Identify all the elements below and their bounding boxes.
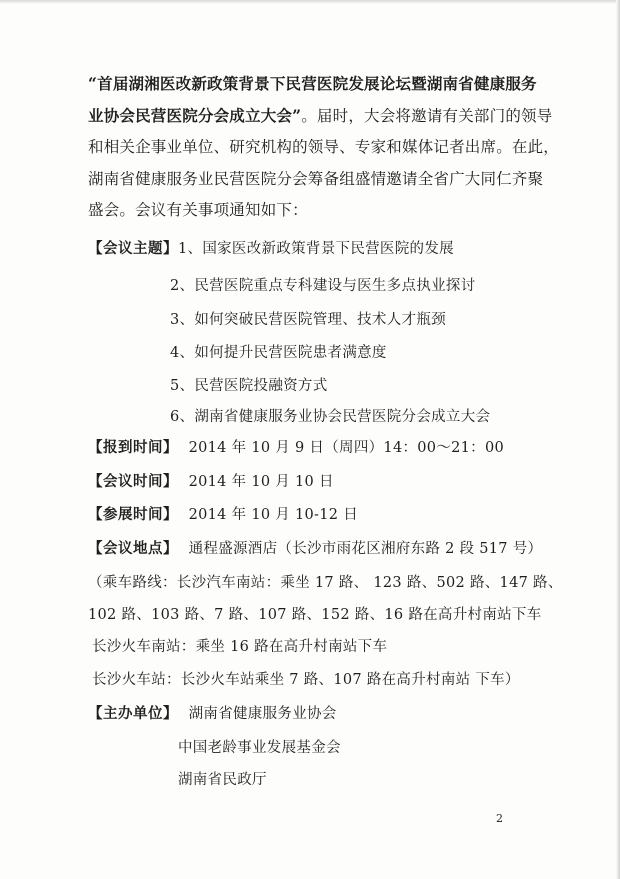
meeting-time-value: 2014 年 10 月 10 日	[188, 474, 334, 490]
theme-item: 3、如何突破民营医院管理、技术人才瓶颈	[170, 312, 446, 328]
scan-edge-right	[616, 0, 620, 879]
transport-line-4: 长沙火车站：长沙火车站乘坐 7 路、107 路在高升村南站 下车）	[92, 672, 520, 688]
theme-item: 6、湖南省健康服务业协会民营医院分会成立大会	[170, 409, 491, 425]
checkin-row	[88, 436, 504, 457]
organizer-item: 中国老龄事业发展基金会	[178, 740, 341, 756]
intro-line-2-rest: 。届时，大会将邀请有关部门的领导	[301, 106, 553, 125]
checkin-value: 2014 年 10 月 9 日（周四）14：00～21：00	[188, 440, 505, 456]
checkin-tag: 【报到时间】	[88, 439, 178, 456]
transport-line-3: 长沙火车南站：乘坐 16 路在高升村南站下车	[92, 639, 388, 655]
intro-line-2	[88, 100, 553, 133]
venue-tag: 【会议地点】	[88, 540, 178, 557]
organizer-item: 湖南省民政厅	[178, 772, 267, 788]
intro-line-3: 和相关企事业单位、研究机构的领导、专家和媒体记者出席。在此，	[88, 138, 560, 156]
venue-value: 通程盛源酒店（长沙市雨花区湘府东路 2 段 517 号）	[188, 541, 543, 557]
theme-row	[88, 237, 454, 258]
organizers-row	[88, 702, 337, 723]
intro-line-1: “首届湖湘医改新政策背景下民营医院发展论坛暨湖南省健康服务	[88, 74, 537, 93]
theme-tag: 【会议主题】	[88, 240, 178, 257]
theme-item: 1、国家医改新政策背景下民营医院的发展	[178, 241, 454, 257]
intro-paragraph	[88, 68, 560, 227]
expo-time-row	[88, 503, 358, 524]
theme-item: 5、民营医院投融资方式	[170, 378, 328, 394]
transport-line-2: 102 路、103 路、7 路、107 路、152 路、16 路在高升村南站下车	[88, 607, 542, 623]
intro-line-5: 盛会。会议有关事项通知如下：	[88, 201, 308, 219]
organizers-tag: 【主办单位】	[88, 705, 178, 722]
meeting-time-row	[88, 470, 334, 491]
theme-item: 2、民营医院重点专科建设与医生多点执业探讨	[170, 278, 476, 294]
venue-row	[88, 537, 542, 558]
page-number: 2	[496, 812, 503, 825]
organizer-item: 湖南省健康服务业协会	[188, 706, 337, 722]
intro-line-2-bold: 业协会民营医院分会成立大会”	[88, 105, 302, 125]
scan-edge-top	[0, 0, 620, 4]
theme-item: 4、如何提升民营医院患者满意度	[170, 345, 387, 361]
expo-time-value: 2014 年 10 月 10-12 日	[188, 507, 359, 523]
meeting-time-tag: 【会议时间】	[88, 473, 178, 490]
transport-line-1: （乘车路线：长沙汽车南站：乘坐 17 路、 123 路、502 路、147 路、	[88, 575, 563, 591]
expo-time-tag: 【参展时间】	[88, 506, 178, 523]
intro-line-4: 湖南省健康服务业民营医院分会筹备组盛情邀请全省广大同仁齐聚	[88, 169, 544, 188]
